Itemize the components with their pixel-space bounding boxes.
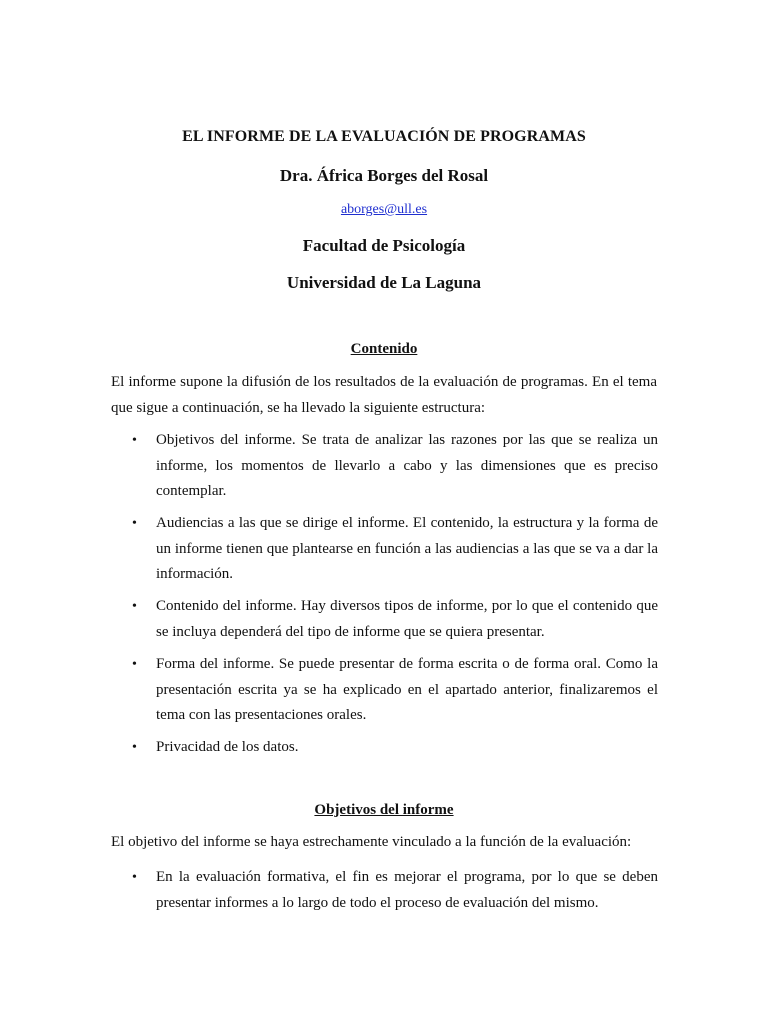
list-item-text: En la evaluación formativa, el fin es mejorar el programa, por lo que se deben presentar informes a lo largo de todo el proceso de evaluación del mismo. (156, 869, 658, 911)
list-item (132, 511, 658, 588)
bullet-icon: • (132, 433, 137, 448)
section-intro-contenido: El informe supone la difusión de los resultados de la evaluación de programas. En el tema que sigue a continuación, se ha llevado la siguiente estructura: (111, 374, 657, 416)
section-heading-objetivos: Objetivos del informe (314, 802, 454, 818)
list-item-text: Audiencias a las que se dirige el informe. El contenido, la estructura y la forma de un informe tienen que plantearse en función a las audiencias a las que se va a dar la información. (156, 515, 658, 582)
list-item (132, 428, 658, 505)
author-name: Dra. África Borges del Rosal (279, 166, 489, 185)
university-name: Universidad de La Laguna (286, 273, 482, 292)
bullet-icon: • (132, 740, 137, 755)
section-heading-contenido: Contenido (350, 341, 418, 357)
list-item (132, 865, 658, 916)
list-item-text: Contenido del informe. Hay diversos tipos de informe, por lo que el contenido que se incluya dependerá del tipo de informe que se quiera presentar. (156, 598, 658, 640)
faculty-name: Facultad de Psicología (302, 236, 466, 255)
bullet-icon: • (132, 599, 137, 614)
bullet-icon: • (132, 657, 137, 672)
author-email-link[interactable]: aborges@ull.es (340, 202, 428, 217)
list-item (132, 735, 658, 761)
list-item-text: Objetivos del informe. Se trata de analizar las razones por las que se realiza un informe, los momentos de llevarlo a cabo y las dimensiones que es preciso contemplar. (156, 432, 658, 499)
section-intro-objetivos: El objetivo del informe se haya estrechamente vinculado a la función de la evaluación: (111, 834, 632, 850)
bullet-icon: • (132, 870, 137, 885)
bullet-icon: • (132, 516, 137, 531)
list-item (132, 652, 658, 729)
document-title: EL INFORME DE LA EVALUACIÓN DE PROGRAMAS (182, 128, 586, 145)
list-item-text: Privacidad de los datos. (156, 739, 299, 755)
list-item-text: Forma del informe. Se puede presentar de forma escrita o de forma oral. Como la presentación escrita ya se ha explicado en el apartado anterior, finalizaremos el tema con las presentaciones orales. (156, 656, 658, 723)
list-item (132, 594, 658, 645)
